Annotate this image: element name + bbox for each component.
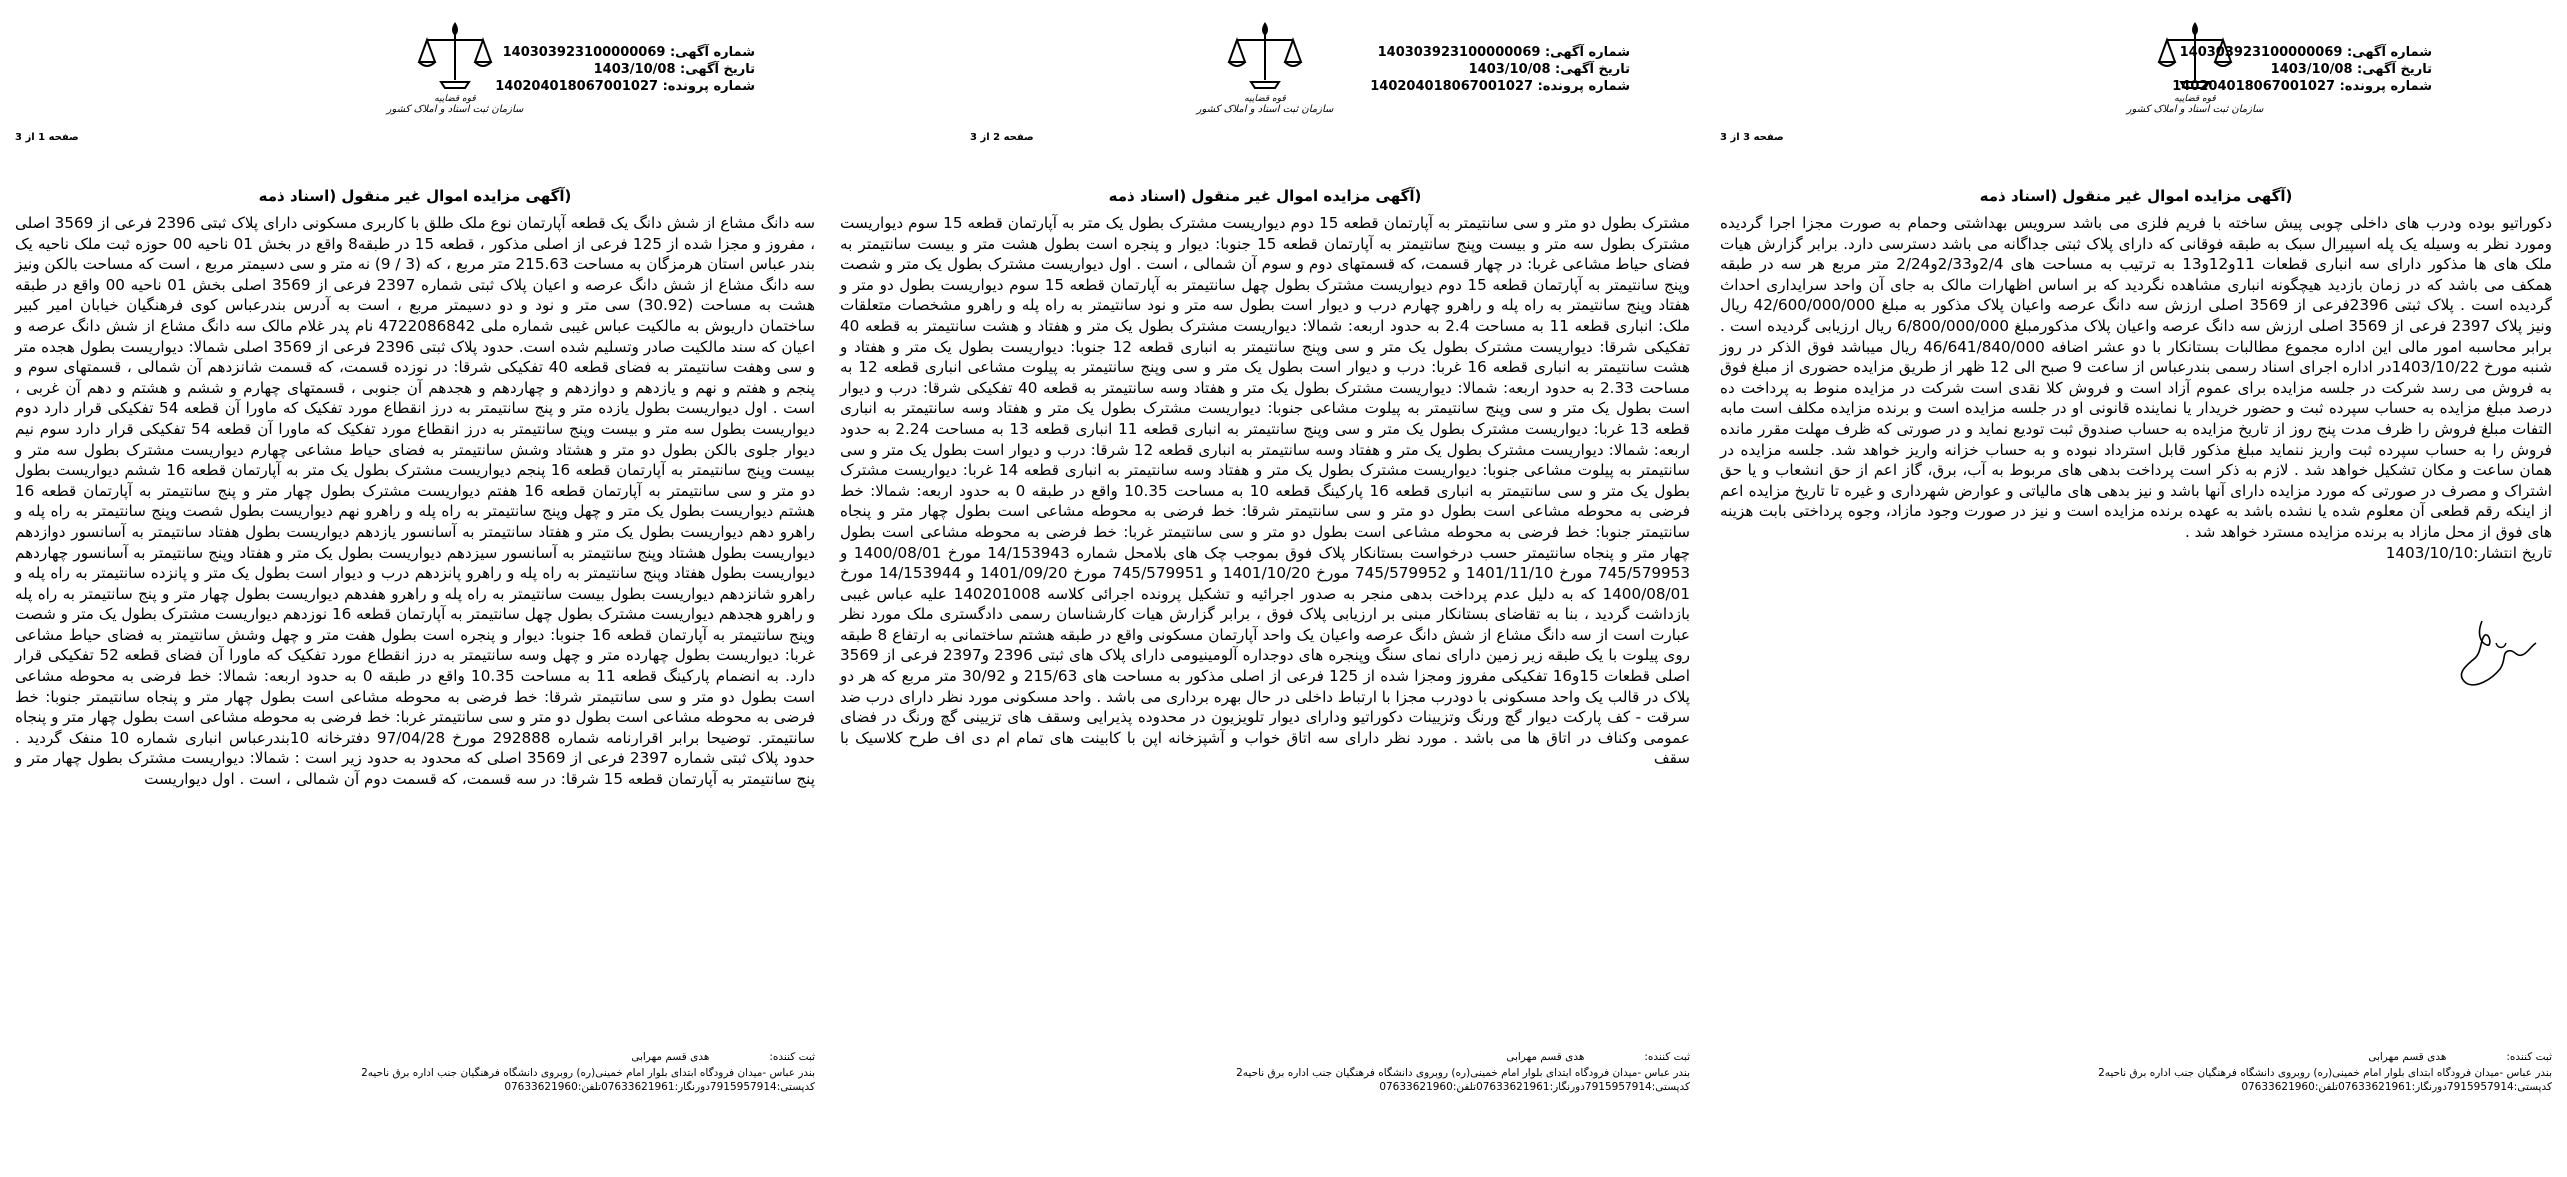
file-number-label: شماره پرونده:: [2339, 79, 2432, 94]
notice-body: مشترک بطول دو متر و سی سانتیمتر به آپارتمان قطعه 15 دوم دیواریست مشترک بطول یک متر به آپارتمان قطعه 15 سوم دیواریست مشترک بطول سه متر و بیست وپنج سانتیمتر به آپارتمان قطعه 15 جنوبا: دیوار و پنجره است بطول هشت متر و بیست سانتیمتر به فضای حیاط مشاعی غربا: در چهار قسمت، که قسمتهای دوم و سوم آن شمالی ، است . اول دیواریست مشترک بطول یک متر و شصت وپنج سانتیمتر به آپارتمان قطعه 15 دوم دیواریست مشترک بطول چهل سانتیمتر به آپارتمان قطعه 15 سوم دیواریست بطول دو متر و هفتاد وپنج سانتیمتر به راه پله و راهرو چهارم درب و دیوار است بطول سه متر و نود سانتیمتر به راه پله و راهرو مشخصات متعلقات ملک: انباری قطعه 11 به مساحت 2.4 به حدود اربعه: شمالا: دیواریست مشترک بطول یک متر و هفتاد و هشت سانتیمتر به قطعه 40 تفکیکی شرقا: دیواریست مشترک بطول یک متر و سی وپنج سانتیمتر به انباری قطعه 12 جنوبا: دیواریست بطول یک متر و هفتاد و هشت سانتیمتر به انباری قطعه 16 غربا: درب و دیوار است بطول یک متر و سی وپنج سانتیمتر به پیلوت مشاعی انباری قطعه 12 به مساحت 2.33 به حدود اربعه: شمالا: دیواریست مشترک بطول یک متر و هفتاد وسه سانتیمتر به قطعه 40 تفکیکی شرقا: درب و دیوار است بطول یک متر و سی وپنج سانتیمتر به پیلوت مشاعی جنوبا: دیواریست مشترک بطول یک متر و هفتاد وسه سانتیمتر به انباری قطعه 13 غربا: دیواریست مشترک بطول یک متر و سی وپنج سانتیمتر به انباری قطعه 11 انباری قطعه 13 به مساحت 2.24 به حدود اربعه: شمالا: دیواریست مشترک بطول یک متر و هفتاد وسه سانتیمتر به انباری قطعه 12 شرقا: درب و دیوار است بطول یک متر و سی سانتیمتر به پیلوت مشاعی جنوبا: دیواریست مشترک بطول یک متر و هفتاد وسه سانتیمتر به انباری قطعه 14 غربا: دیواریست مشترک بطول یک متر و سی سانتیمتر به انباری قطعه 16 پارکینگ قطعه 10 به مساحت 10.35 واقع در طبقه 0 به حدود اربعه: شمالا: خط فرضی به محوطه مشاعی است بطول دو متر و سی سانتیمتر شرقا: خط فرضی به محوطه مشاعی است بطول چهار متر و پنجاه سانتیمتر جنوبا: خط فرضی به محوطه مشاعی است بطول دو متر و سی سانتیمتر غربا: خط فرضی به محوطه مشاعی است بطول چهار متر و پنجاه سانتیمتر حسب درخواست بستانکار پلاک فوق بموجب چک های بلامحل شماره 14/153943 مورخ 1400/08/01 و 745/579953 مورخ 1401/11/10 و 745/579952 مورخ 1401/10/20 و 745/579951 مورخ 1401/09/20 و 14/153944 مورخ 1400/08/01 که به دلیل عدم پرداخت بدهی منجر به صدور اجرائیه و تشکیل پرونده اجرائی کلاسه 140201008 علیه عباس غیبی بازداشت گردید ، بنا به تقاضای بستانکار مبنی بر ارزیابی پلاک فوق ، برابر گزارش هیات کارشناسان رسمی دادگستری ملک مورد نظر عبارت است از سه دانگ مشاع از شش دانگ عرصه واعیان یک واحد آپارتمان مسکونی واقع در طبقه هشتم ساختمانی به ارتفاع 8 طبقه روی پیلوت با یک طبقه زیر زمین دارای نمای سنگ وپنجره های دوجداره آلومینیومی دارای پلاک های ثبتی 2396 و2397 فرعی از 3569 اصلی قطعات 15و16 تفکیکی مفروز ومجزا شده از 125 فرعی از اصلی مذکور به مساحت های 215/63 و 30/92 متر مربع که هر دو پلاک در قالب یک واحد مسکونی با دودرب مجزا با ارتباط داخلی در حال بهره برداری می باشد . واحد مسکونی مورد نظر دارای درب ضد سرقت - کف پارکت دیوار گچ ورنگ وتزیینات دکوراتیو ودارای دیوار تلویزیون در محدوده پذیرایی وسقف های تزیینی گچ ورنگ در فضای عمومی وکناف در اتاق ها می باشد . مورد نظر دارای سه اتاق خواب و آشپزخانه اپن با کابینت های تمام ام دی اف طرح کلاسیک با سقف: [840, 214, 1691, 768]
page-footer: [840, 1050, 1690, 1094]
ad-date: 1403/10/08: [1468, 62, 1551, 77]
ad-date: 1403/10/08: [593, 62, 676, 77]
publish-date-line: [1720, 543, 2552, 564]
ad-number: 140303923100000069: [1377, 45, 1541, 60]
registrar-name: هدی قسم مهرابی: [2368, 1051, 2447, 1063]
org-name-top: قوه قضاییه: [1244, 94, 1286, 104]
ad-date-label: تاریخ آگهی:: [1555, 62, 1630, 77]
ad-date: 1403/10/08: [2270, 62, 2353, 77]
org-name-top: قوه قضاییه: [2174, 94, 2216, 104]
office-contact: کدپستی:7915957914دورنگار:07633621961تلفن:07633621960: [504, 1081, 815, 1093]
document-page-2: [840, 0, 1690, 1177]
page-number: صفحه 1 از 3: [15, 132, 79, 143]
file-number-label: شماره پرونده:: [662, 79, 755, 94]
ad-number-label: شماره آگهی:: [2346, 45, 2432, 60]
file-number-label: شماره پرونده:: [1537, 79, 1630, 94]
org-name-bottom: سازمان ثبت اسناد و املاک کشور: [386, 104, 524, 115]
page-number: صفحه 3 از 3: [1720, 132, 1784, 143]
file-number: 140204018067001027: [495, 79, 659, 94]
registrar-name: هدی قسم مهرابی: [631, 1051, 710, 1063]
scales-of-justice-icon: [1225, 22, 1305, 92]
office-contact: کدپستی:7915957914دورنگار:07633621961تلفن:07633621960: [2241, 1081, 2552, 1093]
org-name-bottom: سازمان ثبت اسناد و املاک کشور: [1196, 104, 1334, 115]
notice-body: دکوراتیو بوده ودرب های داخلی چوبی پیش ساخته با فریم فلزی می باشد سرویس بهداشتی وحمام به صورت مجزا اجرا گردیده ومورد نظر به وسیله یک پله اسپیرال سبک به طبقه فوقانی که دارای پلاک ثبتی جداگانه می باشد دسترسی دارد. برابر گزارش هیات ملک های ها مذکور دارای سه انباری قطعات 11و12و13 به ترتیب به مساحت های 2/4و2/33و2/24 متر مربع هر سه در طبقه همکف می باشد که در زمان بازدید هیچگونه انباری مشاهده نگردید که بر اساس اظهارات مالک به جای آن واحد سرایداری احداث گردیده است . پلاک ثبتی 2396فرعی از 3569 اصلی ارزش سه دانگ عرصه واعیان پلاک مذکور به مبلغ 42/600/000/000 ریال ونیز پلاک 2397 فرعی از 3569 اصلی ارزش سه دانگ عرصه واعیان پلاک مذکورمبلغ 6/800/000/000 ریال ارزیابی گردیده است . برابر محاسبه امور مالی این اداره مجموع مطالبات بستانکار با دو عشر اضافه 46/641/840/000 ریال میباشد فوق الذکر در روز شنبه مورخ 1403/10/22در اداره اجرای اسناد رسمی بندرعباس از ساعت 9 صبح الی 12 ظهر از طریق مزایده حضوری از مبلغ فوق به فروش می رسد شرکت در جلسه مزایده برای عموم آزاد است و فروش کلا نقدی است شرکت در مزایده منوط به پرداخت ده درصد مبلغ مزایده به حساب سپرده ثبت و حضور خریدار یا نماینده قانونی او در جلسه مزایده است و برنده مزایده مکلف است مابه التفات مبلغ فروش را ظرف مدت پنج روز از تاریخ مزایده به حساب صندوق ثبت تودیع نماید و در صورتی که ظرف مهلت مقرر مانده فروش را به حساب سپرده ثبت واریز ننماید مبلغ مذکور قابل استرداد نبوده و به حساب خزانه واریز خواهد شد. جلسه مزایده در همان ساعت و مکان تشکیل خواهد شد . لازم به ذکر است پرداخت بدهی های مربوط به آب، برق، گاز اعم از حق انشعاب و یا حق اشتراک و مصرف در صورتی که مورد مزایده دارای آنها باشد و نیز بدهی های مالیاتی و عوارض شهرداری و غیره تا تاریخ مزایده اعم از اینکه رقم قطعی آن معلوم شده یا نشده باشد به عهده برنده مزایده است و نیز در صورت وجود مازاد، وجوه پرداختی بابت هزینه های فوق از محل مازاد به برنده مزایده مسترد خواهد شد .: [1720, 214, 2553, 541]
notice-title: (آگهی مزایده اموال غیر منقول (اسناد ذمه: [258, 187, 572, 205]
document-page-3: [1720, 0, 2552, 1177]
scales-of-justice-icon: [415, 22, 495, 92]
ad-number-label: شماره آگهی:: [669, 45, 755, 60]
registrar-label: ثبت کننده:: [769, 1051, 815, 1063]
page-header: [1720, 0, 2552, 175]
office-address: بندر عباس -میدان فرودگاه ابتدای بلوار امام خمینی(ره) روبروی دانشگاه فرهنگیان جنب اداره برق ناحیه2: [361, 1067, 815, 1079]
ad-date-label: تاریخ آگهی:: [2357, 62, 2432, 77]
registrar-label: ثبت کننده:: [2506, 1051, 2552, 1063]
registrar-label: ثبت کننده:: [1644, 1051, 1690, 1063]
ad-meta: [1370, 44, 1630, 95]
judiciary-emblem: [370, 22, 540, 115]
document-page-1: [15, 0, 815, 1177]
scales-of-justice-icon: [2155, 22, 2235, 92]
handwritten-signature-icon: [2452, 613, 2542, 693]
org-name-top: قوه قضاییه: [434, 94, 476, 104]
file-number: 140204018067001027: [1370, 79, 1534, 94]
page-header: [840, 0, 1690, 175]
office-address: بندر عباس -میدان فرودگاه ابتدای بلوار امام خمینی(ره) روبروی دانشگاه فرهنگیان جنب اداره برق ناحیه2: [1236, 1067, 1690, 1079]
publish-date: 1403/10/10: [2385, 543, 2474, 562]
ad-number: 140303923100000069: [502, 45, 666, 60]
office-contact: کدپستی:7915957914دورنگار:07633621961تلفن:07633621960: [1379, 1081, 1690, 1093]
notice-title: (آگهی مزایده اموال غیر منقول (اسناد ذمه: [1979, 187, 2293, 205]
registrar-name: هدی قسم مهرابی: [1506, 1051, 1585, 1063]
page-footer: [15, 1050, 815, 1094]
file-number: 140204018067001027: [2172, 79, 2336, 94]
judiciary-emblem: [2110, 22, 2280, 115]
judiciary-emblem: [1180, 22, 1350, 115]
office-address: بندر عباس -میدان فرودگاه ابتدای بلوار امام خمینی(ره) روبروی دانشگاه فرهنگیان جنب اداره برق ناحیه2: [2098, 1067, 2552, 1079]
publish-date-label: تاریخ انتشار:: [2473, 543, 2552, 562]
notice-title: (آگهی مزایده اموال غیر منقول (اسناد ذمه: [1108, 187, 1422, 205]
signature: [1720, 613, 2542, 697]
page-footer: [1720, 1050, 2552, 1094]
ad-number-label: شماره آگهی:: [1544, 45, 1630, 60]
org-name-bottom: سازمان ثبت اسناد و املاک کشور: [2126, 104, 2264, 115]
page-header: [15, 0, 815, 175]
ad-date-label: تاریخ آگهی:: [680, 62, 755, 77]
page-number: صفحه 2 از 3: [970, 132, 1034, 143]
ad-number: 140303923100000069: [2179, 45, 2343, 60]
notice-body: سه دانگ مشاع از شش دانگ یک قطعه آپارتمان نوع ملک طلق با کاربری مسکونی دارای پلاک ثبتی 2396 فرعی از 3569 اصلی ، مفروز و مجزا شده از 125 فرعی از اصلی مذکور ، قطعه 15 در طبقه8 واقع در بخش 01 ناحیه 00 حوزه ثبت ملک ناحیه یک بندر عباس استان هرمزگان به مساحت 215.63 متر مربع ، که (3 / 9) نه متر و سی دسیمتر مربع ، است که مساحت بالکن ونیز سه دانگ مشاع از شش دانگ عرصه و اعیان پلاک ثبتی شماره 2397 فرعی از 3569 اصلی بخش 01 ناحیه 00 واقع در طبقه هشت به مساحت (30.92) سی متر و نود و دو دسیمتر مربع ، است به آدرس بندرعباس کوی فرهنگیان خیابان امیر کبیر ساختمان داریوش به مالکیت عباس غیبی شماره ملی 4722086842 نام پدر غلام مالک سه دانگ مشاع از شش دانگ عرصه و اعیان که سند مالکیت صادر وتسلیم شده است. حدود پلاک ثبتی 2396 فرعی از 3569 اصلی شمالا: دیواریست بطول هجده متر و سی وهفت سانتیمتر به فضای قطعه 40 تفکیکی شرقا: در نوزده قسمت، که قسمت شانزدهم آن شمالی ، قسمتهای سوم و پنجم و هفتم و نهم و یازدهم و دوازدهم و چهاردهم و هجدهم آن جنوبی ، قسمتهای چهارم و ششم و هشتم و دهم آن غربی ، است . اول دیواریست بطول یازده متر و پنج سانتیمتر به درز انقطاع مورد تفکیک که ماورا آن قطعه 54 تفکیکی قرار دارد دوم دیواریست بطول سه متر و بیست وپنج سانتیمتر به درز انقطاع مورد تفکیک که ماورا آن قطعه 54 تفکیکی قرار دارد سوم نیم دیوار جلوی بالکن بطول دو متر و هشتاد وشش سانتیمتر به فضای حیاط مشاعی چهارم دیواریست مشترک بطول سه متر و بیست وپنج سانتیمتر به آپارتمان قطعه 16 پنجم دیواریست مشترک بطول یک متر به آپارتمان قطعه 16 ششم دیواریست بطول دو متر و سی سانتیمتر به آپارتمان قطعه 16 هفتم دیواریست مشترک بطول چهار متر و پنج سانتیمتر به آپارتمان قطعه 16 هشتم دیواریست بطول یک متر و چهل وپنج سانتیمتر به راه پله و راهرو نهم دیواریست بطول شصت وپنج سانتیمتر به راه پله و راهرو دهم دیواریست بطول یک متر و هفتاد سانتیمتر به آسانسور یازدهم دیواریست بطول هفتاد سانتیمتر به آسانسور دوازدهم دیواریست بطول هشتاد وپنج سانتیمتر به آسانسور سیزدهم دیواریست بطول یک متر و هفتاد وپنج سانتیمتر به آسانسور چهاردهم دیواریست بطول هفتاد وپنج سانتیمتر به راه پله و راهرو پانزدهم درب و دیوار است بطول یک متر و پانزده سانتیمتر به راه پله و راهرو شانزدهم دیواریست بطول بیست سانتیمتر به راه پله و راهرو هفدهم دیواریست بطول چهار متر و پنج سانتیمتر به راه پله و راهرو هجدهم دیواریست مشترک بطول چهل سانتیمتر به آپارتمان قطعه 16 نوزدهم دیواریست مشترک بطول یک متر و شصت وپنج سانتیمتر به آپارتمان قطعه 16 جنوبا: دیوار و پنجره است بطول هفت متر و چهل وشش سانتیمتر به فضای حیاط مشاعی غربا: دیواریست بطول چهارده متر و چهل وسه سانتیمتر به درز انقطاع مورد تفکیک که ماورا آن فضای قطعه 52 تفکیکی قرار دارد. به انضمام پارکینگ قطعه 11 به مساحت 10.35 واقع در طبقه 0 به حدود اربعه: شمالا: خط فرضی به محوطه مشاعی است بطول دو متر و سی سانتیمتر شرقا: خط فرضی به محوطه مشاعی است بطول چهار متر و پنجاه سانتیمتر جنوبا: خط فرضی به محوطه مشاعی است بطول دو متر و سی سانتیمتر غربا: خط فرضی به محوطه مشاعی است بطول چهار متر و پنجاه سانتیمتر. توضیحا برابر اقرارنامه شماره 292888 مورخ 97/04/28 دفترخانه 10بندرعباس انباری شماره 10 منفک گردید . حدود پلاک ثبتی شماره 2397 فرعی از 3569 اصلی که محدود به حدود زیر است : شمالا: دیواریست مشترک بطول چهار متر و پنج سانتیمتر به آپارتمان قطعه 15 شرقا: در سه قسمت، که قسمت دوم آن شمالی ، است . اول دیواریست: [15, 214, 816, 789]
